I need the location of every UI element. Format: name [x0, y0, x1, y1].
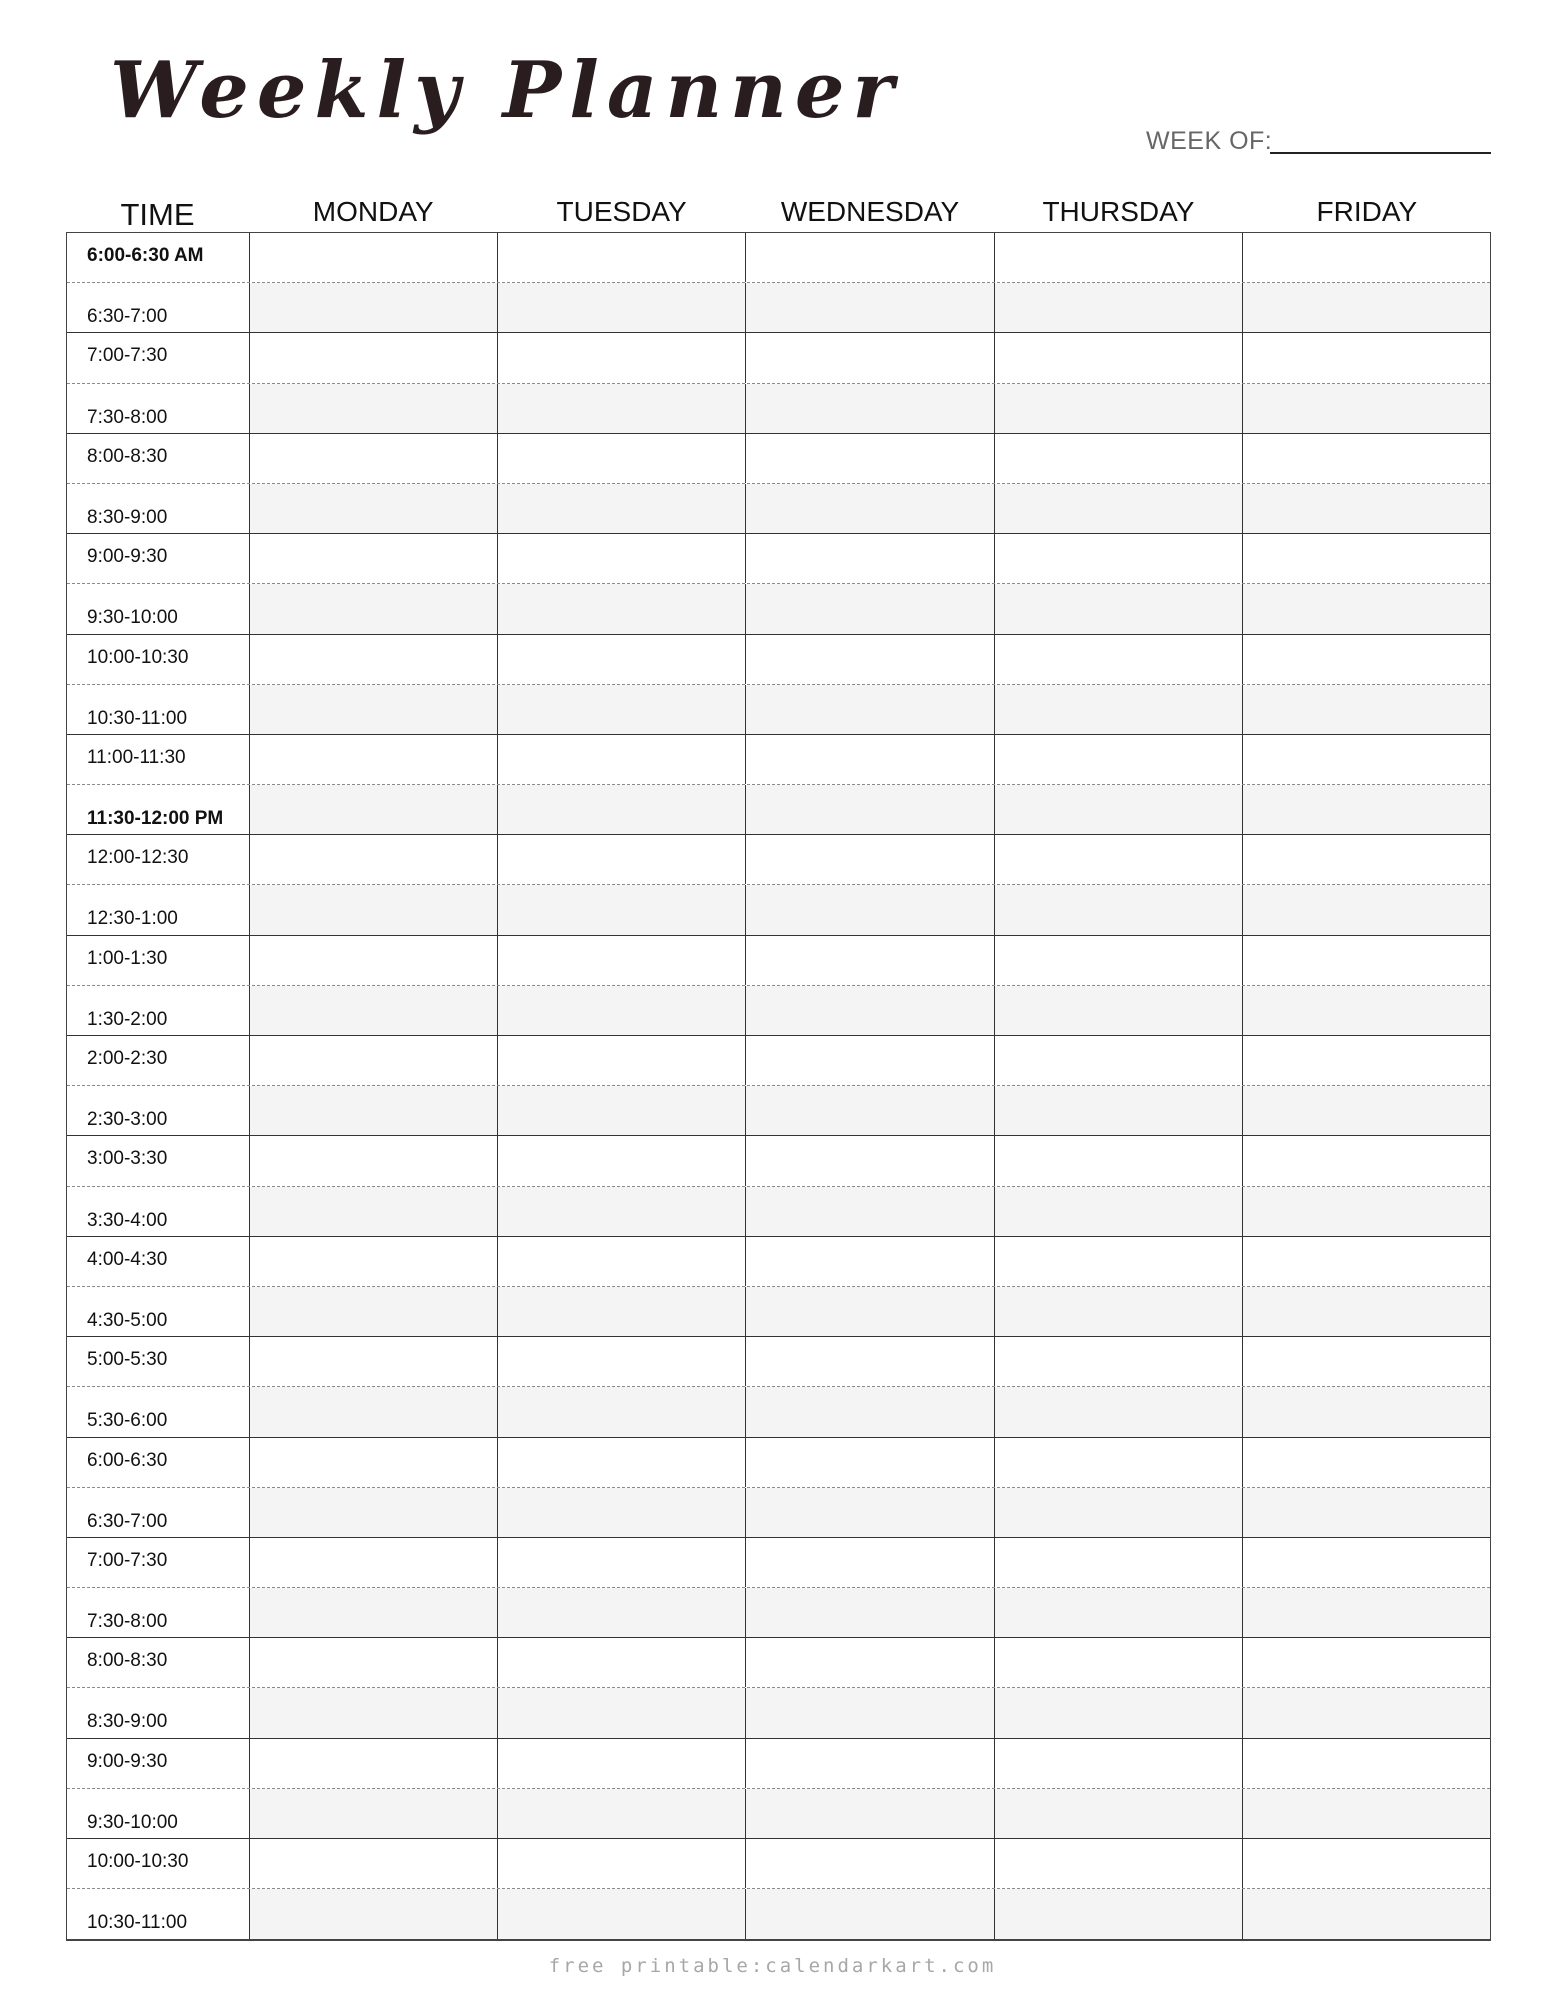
- planner-cell-friday[interactable]: [1243, 885, 1490, 934]
- planner-cell-friday[interactable]: [1243, 333, 1490, 382]
- planner-cell-wednesday[interactable]: [746, 1136, 994, 1185]
- planner-cell-monday[interactable]: [250, 986, 498, 1035]
- time-slot-label: 8:00-8:30: [67, 434, 250, 483]
- time-slot-label: 8:00-8:30: [67, 1638, 250, 1687]
- planner-cell-thursday[interactable]: [995, 1136, 1243, 1185]
- planner-cell-friday[interactable]: [1243, 434, 1490, 483]
- planner-grid: [66, 232, 1491, 1941]
- week-of-field[interactable]: [1146, 124, 1491, 158]
- planner-cell-wednesday[interactable]: [746, 1387, 994, 1436]
- page-title: Weekly Planner: [110, 45, 902, 136]
- time-slot-row: [67, 1588, 1490, 1638]
- time-slot-row: [67, 1438, 1490, 1488]
- planner-cell-friday[interactable]: [1243, 835, 1490, 884]
- time-slot-label: 4:00-4:30: [67, 1237, 250, 1286]
- time-slot-label: 10:30-11:00: [67, 1889, 250, 1939]
- planner-cell-friday[interactable]: [1243, 685, 1490, 734]
- planner-cell-thursday[interactable]: [995, 1789, 1243, 1838]
- planner-cell-friday[interactable]: [1243, 1588, 1490, 1637]
- time-slot-row: [67, 885, 1490, 935]
- planner-cell-monday[interactable]: [250, 785, 498, 834]
- time-slot-row: [67, 384, 1490, 434]
- planner-cell-friday[interactable]: [1243, 1739, 1490, 1788]
- time-slot-label: 10:00-10:30: [67, 1839, 250, 1888]
- time-slot-row: [67, 434, 1490, 484]
- planner-cell-monday[interactable]: [250, 1538, 498, 1587]
- planner-cell-thursday[interactable]: [995, 1237, 1243, 1286]
- planner-cell-tuesday[interactable]: [498, 233, 746, 282]
- planner-cell-thursday[interactable]: [995, 635, 1243, 684]
- planner-cell-monday[interactable]: [250, 333, 498, 382]
- time-slot-row: [67, 1337, 1490, 1387]
- planner-cell-friday[interactable]: [1243, 534, 1490, 583]
- planner-cell-wednesday[interactable]: [746, 283, 994, 332]
- planner-cell-tuesday[interactable]: [498, 1187, 746, 1236]
- planner-cell-friday[interactable]: [1243, 735, 1490, 784]
- planner-cell-tuesday[interactable]: [498, 735, 746, 784]
- planner-cell-wednesday[interactable]: [746, 584, 994, 633]
- planner-cell-friday[interactable]: [1243, 1136, 1490, 1185]
- planner-cell-thursday[interactable]: [995, 283, 1243, 332]
- time-slot-label: 6:30-7:00: [67, 283, 250, 332]
- planner-cell-monday[interactable]: [250, 835, 498, 884]
- planner-cell-tuesday[interactable]: [498, 283, 746, 332]
- planner-cell-tuesday[interactable]: [498, 1287, 746, 1336]
- week-of-blank-line[interactable]: [1270, 152, 1491, 154]
- time-slot-label: 7:00-7:30: [67, 1538, 250, 1587]
- planner-cell-wednesday[interactable]: [746, 735, 994, 784]
- planner-cell-thursday[interactable]: [995, 434, 1243, 483]
- time-slot-row: [67, 1789, 1490, 1839]
- planner-cell-thursday[interactable]: [995, 1287, 1243, 1336]
- time-slot-label: 5:30-6:00: [67, 1387, 250, 1436]
- time-slot-label: 1:30-2:00: [67, 986, 250, 1035]
- time-slot-label: 11:30-12:00 PM: [67, 785, 250, 834]
- time-slot-label: 10:00-10:30: [67, 635, 250, 684]
- planner-cell-monday[interactable]: [250, 1588, 498, 1637]
- time-slot-row: [67, 785, 1490, 835]
- planner-cell-monday[interactable]: [250, 1187, 498, 1236]
- planner-cell-monday[interactable]: [250, 685, 498, 734]
- time-slot-label: 7:00-7:30: [67, 333, 250, 382]
- time-slot-row: [67, 936, 1490, 986]
- time-slot-row: [67, 635, 1490, 685]
- planner-cell-monday[interactable]: [250, 1638, 498, 1687]
- time-slot-row: [67, 1638, 1490, 1688]
- planner-cell-wednesday[interactable]: [746, 434, 994, 483]
- planner-cell-friday[interactable]: [1243, 384, 1490, 433]
- time-slot-label: 10:30-11:00: [67, 685, 250, 734]
- planner-cell-tuesday[interactable]: [498, 1638, 746, 1687]
- planner-cell-thursday[interactable]: [995, 986, 1243, 1035]
- planner-cell-tuesday[interactable]: [498, 1086, 746, 1135]
- planner-cell-friday[interactable]: [1243, 986, 1490, 1035]
- planner-cell-wednesday[interactable]: [746, 1538, 994, 1587]
- planner-cell-friday[interactable]: [1243, 1889, 1490, 1939]
- planner-cell-friday[interactable]: [1243, 785, 1490, 834]
- planner-cell-tuesday[interactable]: [498, 1337, 746, 1386]
- time-slot-row: [67, 1036, 1490, 1086]
- planner-cell-tuesday[interactable]: [498, 986, 746, 1035]
- time-slot-label: 6:00-6:30: [67, 1438, 250, 1487]
- planner-cell-monday[interactable]: [250, 1889, 498, 1939]
- time-slot-row: [67, 685, 1490, 735]
- header-row: [66, 186, 1491, 232]
- planner-cell-wednesday[interactable]: [746, 534, 994, 583]
- planner-cell-monday[interactable]: [250, 885, 498, 934]
- time-slot-row: [67, 1187, 1490, 1237]
- time-slot-row: [67, 835, 1490, 885]
- planner-cell-monday[interactable]: [250, 1237, 498, 1286]
- time-slot-row: [67, 1839, 1490, 1889]
- planner-cell-wednesday[interactable]: [746, 384, 994, 433]
- planner-cell-thursday[interactable]: [995, 1538, 1243, 1587]
- planner-cell-wednesday[interactable]: [746, 1789, 994, 1838]
- planner-cell-monday[interactable]: [250, 1839, 498, 1888]
- time-slot-label: 9:00-9:30: [67, 534, 250, 583]
- planner-cell-thursday[interactable]: [995, 584, 1243, 633]
- week-of-label: WEEK OF:: [1146, 127, 1273, 155]
- planner-cell-monday[interactable]: [250, 735, 498, 784]
- time-slot-row: [67, 283, 1490, 333]
- planner-cell-thursday[interactable]: [995, 484, 1243, 533]
- time-slot-label: 6:30-7:00: [67, 1488, 250, 1537]
- planner-cell-wednesday[interactable]: [746, 1588, 994, 1637]
- planner-cell-tuesday[interactable]: [498, 584, 746, 633]
- day-header-tuesday: TUESDAY: [556, 196, 687, 227]
- planner-cell-tuesday[interactable]: [498, 534, 746, 583]
- planner-cell-tuesday[interactable]: [498, 785, 746, 834]
- planner-cell-tuesday[interactable]: [498, 434, 746, 483]
- planner-cell-friday[interactable]: [1243, 1337, 1490, 1386]
- planner-cell-wednesday[interactable]: [746, 936, 994, 985]
- time-slot-label: 8:30-9:00: [67, 1688, 250, 1737]
- planner-cell-thursday[interactable]: [995, 936, 1243, 985]
- time-slot-row: [67, 735, 1490, 785]
- planner-cell-wednesday[interactable]: [746, 1739, 994, 1788]
- planner-cell-friday[interactable]: [1243, 1688, 1490, 1737]
- time-slot-row: [67, 584, 1490, 634]
- planner-cell-thursday[interactable]: [995, 1688, 1243, 1737]
- time-slot-label: 2:30-3:00: [67, 1086, 250, 1135]
- planner-cell-friday[interactable]: [1243, 1789, 1490, 1838]
- planner-cell-wednesday[interactable]: [746, 1438, 994, 1487]
- time-slot-label: 9:30-10:00: [67, 1789, 250, 1838]
- planner-cell-monday[interactable]: [250, 283, 498, 332]
- planner-cell-monday[interactable]: [250, 1136, 498, 1185]
- planner-cell-tuesday[interactable]: [498, 685, 746, 734]
- planner-cell-tuesday[interactable]: [498, 936, 746, 985]
- planner-cell-wednesday[interactable]: [746, 1287, 994, 1336]
- planner-cell-friday[interactable]: [1243, 1488, 1490, 1537]
- planner-cell-thursday[interactable]: [995, 785, 1243, 834]
- time-slot-label: 11:00-11:30: [67, 735, 250, 784]
- planner-cell-monday[interactable]: [250, 484, 498, 533]
- planner-cell-friday[interactable]: [1243, 1839, 1490, 1888]
- time-slot-row: [67, 1387, 1490, 1437]
- day-header-wednesday: WEDNESDAY: [780, 196, 960, 227]
- time-slot-row: [67, 1688, 1490, 1738]
- planner-cell-wednesday[interactable]: [746, 1688, 994, 1737]
- planner-cell-monday[interactable]: [250, 1337, 498, 1386]
- planner-cell-thursday[interactable]: [995, 1337, 1243, 1386]
- planner-cell-friday[interactable]: [1243, 1638, 1490, 1687]
- planner-cell-thursday[interactable]: [995, 885, 1243, 934]
- time-slot-label: 7:30-8:00: [67, 384, 250, 433]
- planner-cell-thursday[interactable]: [995, 233, 1243, 282]
- time-slot-row: [67, 1287, 1490, 1337]
- planner-cell-monday[interactable]: [250, 1688, 498, 1737]
- planner-cell-wednesday[interactable]: [746, 333, 994, 382]
- time-column-header: TIME: [120, 197, 195, 232]
- planner-cell-wednesday[interactable]: [746, 1237, 994, 1286]
- planner-cell-friday[interactable]: [1243, 1237, 1490, 1286]
- time-slot-label: 12:30-1:00: [67, 885, 250, 934]
- time-slot-row: [67, 1739, 1490, 1789]
- planner-cell-tuesday[interactable]: [498, 1588, 746, 1637]
- planner-cell-friday[interactable]: [1243, 283, 1490, 332]
- planner-cell-tuesday[interactable]: [498, 1488, 746, 1537]
- planner-cell-thursday[interactable]: [995, 1588, 1243, 1637]
- planner-cell-tuesday[interactable]: [498, 333, 746, 382]
- time-slot-label: 12:00-12:30: [67, 835, 250, 884]
- planner-cell-friday[interactable]: [1243, 1036, 1490, 1085]
- planner-cell-friday[interactable]: [1243, 584, 1490, 633]
- planner-cell-wednesday[interactable]: [746, 986, 994, 1035]
- planner-cell-monday[interactable]: [250, 584, 498, 633]
- planner-cell-wednesday[interactable]: [746, 885, 994, 934]
- planner-cell-friday[interactable]: [1243, 233, 1490, 282]
- planner-cell-monday[interactable]: [250, 233, 498, 282]
- time-slot-row: [67, 534, 1490, 584]
- planner-cell-friday[interactable]: [1243, 1438, 1490, 1487]
- planner-cell-wednesday[interactable]: [746, 785, 994, 834]
- planner-cell-monday[interactable]: [250, 434, 498, 483]
- planner-cell-friday[interactable]: [1243, 635, 1490, 684]
- planner-cell-wednesday[interactable]: [746, 685, 994, 734]
- planner-cell-friday[interactable]: [1243, 936, 1490, 985]
- time-slot-label: 9:30-10:00: [67, 584, 250, 633]
- planner-cell-thursday[interactable]: [995, 735, 1243, 784]
- planner-cell-thursday[interactable]: [995, 835, 1243, 884]
- planner-cell-thursday[interactable]: [995, 1889, 1243, 1939]
- time-slot-label: 9:00-9:30: [67, 1739, 250, 1788]
- planner-cell-monday[interactable]: [250, 1387, 498, 1436]
- planner-cell-friday[interactable]: [1243, 1086, 1490, 1135]
- time-slot-label: 7:30-8:00: [67, 1588, 250, 1637]
- planner-cell-thursday[interactable]: [995, 1187, 1243, 1236]
- planner-cell-tuesday[interactable]: [498, 1538, 746, 1587]
- time-slot-label: 2:00-2:30: [67, 1036, 250, 1085]
- planner-cell-wednesday[interactable]: [746, 1036, 994, 1085]
- planner-cell-tuesday[interactable]: [498, 1789, 746, 1838]
- time-slot-row: [67, 986, 1490, 1036]
- planner-cell-tuesday[interactable]: [498, 1036, 746, 1085]
- planner-cell-monday[interactable]: [250, 1488, 498, 1537]
- planner-cell-thursday[interactable]: [995, 1086, 1243, 1135]
- planner-cell-tuesday[interactable]: [498, 835, 746, 884]
- day-header-monday: MONDAY: [312, 196, 434, 227]
- planner-cell-thursday[interactable]: [995, 534, 1243, 583]
- time-slot-row: [67, 484, 1490, 534]
- planner-cell-thursday[interactable]: [995, 1438, 1243, 1487]
- time-slot-label: 3:30-4:00: [67, 1187, 250, 1236]
- planner-cell-wednesday[interactable]: [746, 1187, 994, 1236]
- planner-cell-tuesday[interactable]: [498, 1839, 746, 1888]
- time-slot-label: 5:00-5:30: [67, 1337, 250, 1386]
- planner-cell-tuesday[interactable]: [498, 484, 746, 533]
- time-slot-label: 4:30-5:00: [67, 1287, 250, 1336]
- planner-cell-wednesday[interactable]: [746, 1337, 994, 1386]
- planner-cell-thursday[interactable]: [995, 1839, 1243, 1888]
- planner-cell-tuesday[interactable]: [498, 1136, 746, 1185]
- planner-cell-tuesday[interactable]: [498, 1739, 746, 1788]
- planner-cell-monday[interactable]: [250, 1086, 498, 1135]
- planner-cell-tuesday[interactable]: [498, 1387, 746, 1436]
- planner-cell-friday[interactable]: [1243, 1538, 1490, 1587]
- planner-cell-wednesday[interactable]: [746, 1086, 994, 1135]
- planner-cell-friday[interactable]: [1243, 484, 1490, 533]
- planner-cell-tuesday[interactable]: [498, 1889, 746, 1939]
- planner-cell-monday[interactable]: [250, 1438, 498, 1487]
- day-header-thursday: THURSDAY: [1042, 196, 1195, 227]
- time-slot-row: [67, 1889, 1490, 1939]
- day-header-friday: FRIDAY: [1316, 196, 1418, 227]
- planner-cell-tuesday[interactable]: [498, 384, 746, 433]
- planner-cell-tuesday[interactable]: [498, 1688, 746, 1737]
- planner-cell-thursday[interactable]: [995, 1488, 1243, 1537]
- planner-cell-tuesday[interactable]: [498, 885, 746, 934]
- time-slot-label: 8:30-9:00: [67, 484, 250, 533]
- planner-cell-thursday[interactable]: [995, 384, 1243, 433]
- time-slot-row: [67, 1136, 1490, 1186]
- time-slot-row: [67, 1488, 1490, 1538]
- planner-cell-wednesday[interactable]: [746, 635, 994, 684]
- time-slot-row: [67, 1086, 1490, 1136]
- planner-cell-monday[interactable]: [250, 1789, 498, 1838]
- planner-cell-wednesday[interactable]: [746, 1839, 994, 1888]
- planner-cell-monday[interactable]: [250, 635, 498, 684]
- time-slot-row: [67, 1538, 1490, 1588]
- planner-cell-thursday[interactable]: [995, 1739, 1243, 1788]
- planner-cell-tuesday[interactable]: [498, 1237, 746, 1286]
- time-slot-row: [67, 333, 1490, 383]
- time-slot-label: 1:00-1:30: [67, 936, 250, 985]
- planner-cell-monday[interactable]: [250, 1739, 498, 1788]
- planner-cell-monday[interactable]: [250, 1036, 498, 1085]
- planner-cell-wednesday[interactable]: [746, 233, 994, 282]
- planner-cell-tuesday[interactable]: [498, 1438, 746, 1487]
- planner-cell-friday[interactable]: [1243, 1187, 1490, 1236]
- planner-cell-monday[interactable]: [250, 936, 498, 985]
- planner-cell-monday[interactable]: [250, 384, 498, 433]
- planner-cell-thursday[interactable]: [995, 333, 1243, 382]
- planner-cell-wednesday[interactable]: [746, 1638, 994, 1687]
- planner-cell-wednesday[interactable]: [746, 484, 994, 533]
- planner-cell-friday[interactable]: [1243, 1287, 1490, 1336]
- planner-cell-wednesday[interactable]: [746, 835, 994, 884]
- footer-credit: free printable:calendarkart.com: [548, 1955, 997, 1977]
- time-slot-row: [67, 1237, 1490, 1287]
- time-slot-row: [67, 233, 1490, 283]
- time-slot-label: 6:00-6:30 AM: [67, 233, 250, 282]
- planner-cell-thursday[interactable]: [995, 1387, 1243, 1436]
- planner-cell-monday[interactable]: [250, 534, 498, 583]
- planner-cell-thursday[interactable]: [995, 1036, 1243, 1085]
- planner-cell-wednesday[interactable]: [746, 1488, 994, 1537]
- planner-table: [66, 186, 1491, 1941]
- planner-cell-monday[interactable]: [250, 1287, 498, 1336]
- planner-cell-thursday[interactable]: [995, 685, 1243, 734]
- planner-cell-friday[interactable]: [1243, 1387, 1490, 1436]
- planner-cell-wednesday[interactable]: [746, 1889, 994, 1939]
- time-slot-label: 3:00-3:30: [67, 1136, 250, 1185]
- planner-cell-thursday[interactable]: [995, 1638, 1243, 1687]
- planner-cell-tuesday[interactable]: [498, 635, 746, 684]
